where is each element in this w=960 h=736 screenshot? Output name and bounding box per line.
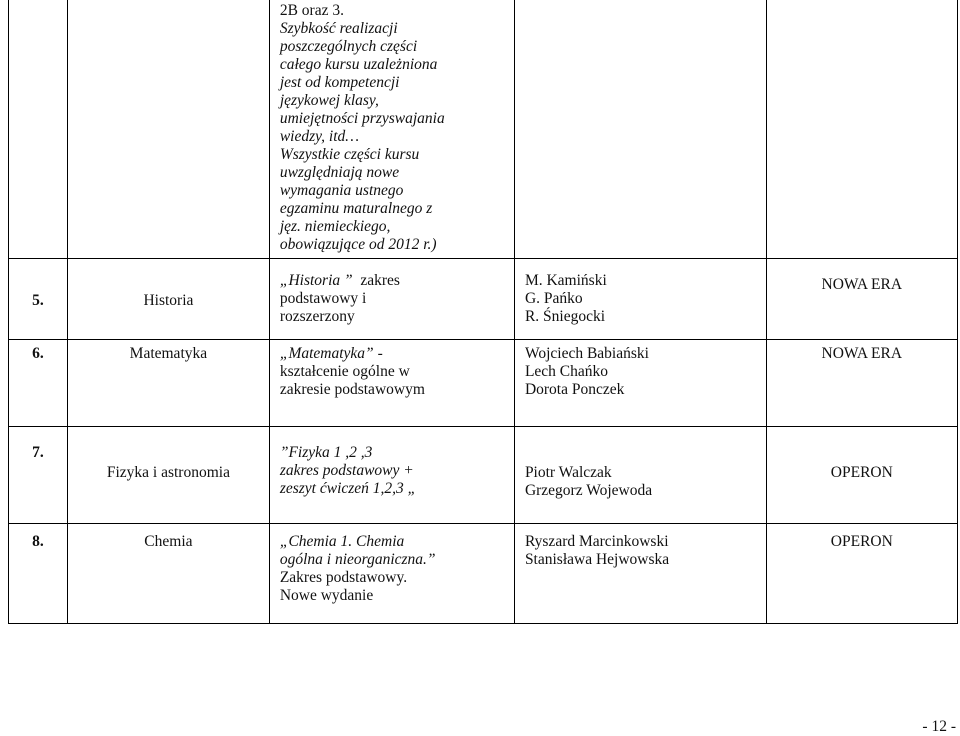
publisher-cell bbox=[766, 259, 957, 340]
authors-cell bbox=[514, 427, 766, 524]
title-line: uwzględniają nowe bbox=[279, 164, 400, 181]
subject-cell bbox=[67, 259, 269, 340]
subject-cell bbox=[67, 524, 269, 624]
table-row bbox=[9, 259, 958, 340]
title-line: Zakres podstawowy. bbox=[279, 569, 408, 586]
author-name: G. Pańko bbox=[524, 290, 583, 307]
author-name: Dorota Ponczek bbox=[524, 381, 625, 398]
page-number: - 12 - bbox=[922, 718, 956, 735]
title-line: rozszerzony bbox=[279, 308, 355, 325]
subject-cell bbox=[67, 427, 269, 524]
title-line: językowej klasy, bbox=[279, 92, 379, 109]
title-line: jest od kompetencji bbox=[279, 74, 400, 91]
subject-name: Historia bbox=[143, 292, 194, 309]
title-line: poszczególnych części bbox=[279, 38, 418, 55]
table-row bbox=[9, 0, 958, 259]
subject-name: Matematyka bbox=[129, 345, 208, 362]
table-row bbox=[9, 340, 958, 427]
title-line: jęz. niemieckiego, bbox=[279, 218, 391, 235]
subject-name: Fizyka i astronomia bbox=[106, 464, 230, 481]
author-name: Ryszard Marcinkowski bbox=[524, 533, 669, 550]
title-text: - bbox=[373, 345, 383, 362]
title-text: „Historia ” bbox=[279, 272, 353, 289]
row-number: 8. bbox=[32, 533, 44, 550]
title-line: 2B oraz 3. bbox=[279, 2, 344, 19]
author-name: Piotr Walczak bbox=[524, 464, 612, 481]
title-line: zakresie podstawowym bbox=[279, 381, 425, 398]
authors-cell bbox=[514, 0, 766, 259]
title-text: zakres bbox=[352, 272, 400, 289]
author-name: Stanisława Hejwowska bbox=[524, 551, 670, 568]
title-line: podstawowy i bbox=[279, 290, 367, 307]
publisher-name: OPERON bbox=[830, 464, 893, 481]
title-line: „Chemia 1. Chemia bbox=[279, 533, 405, 550]
title-line: całego kursu uzależniona bbox=[279, 56, 438, 73]
title-cell bbox=[269, 259, 514, 340]
row-number: 5. bbox=[32, 292, 44, 309]
subject-name: Chemia bbox=[144, 533, 193, 550]
publisher-name: OPERON bbox=[830, 533, 893, 550]
authors-cell bbox=[514, 259, 766, 340]
author-name: Lech Chańko bbox=[524, 363, 609, 380]
title-line: ogólna i nieorganiczna.” bbox=[279, 551, 436, 568]
authors-cell bbox=[514, 340, 766, 427]
title-cell bbox=[269, 0, 514, 259]
title-line: wiedzy, itd… bbox=[279, 128, 360, 145]
title-cell bbox=[269, 340, 514, 427]
row-number: 6. bbox=[32, 345, 44, 362]
title-line: Wszystkie części kursu bbox=[279, 146, 420, 163]
number-cell bbox=[9, 0, 68, 259]
title-line: Nowe wydanie bbox=[279, 587, 374, 604]
publisher-name: NOWA ERA bbox=[821, 345, 903, 362]
publisher-cell bbox=[766, 340, 957, 427]
subject-cell bbox=[67, 0, 269, 259]
table-row bbox=[9, 524, 958, 624]
authors-cell bbox=[514, 524, 766, 624]
number-cell bbox=[9, 524, 68, 624]
author-name: R. Śniegocki bbox=[524, 308, 606, 325]
author-name: Wojciech Babiański bbox=[524, 345, 649, 362]
title-line: egzaminu maturalnego z bbox=[279, 200, 433, 217]
publisher-cell bbox=[766, 0, 957, 259]
number-cell bbox=[9, 259, 68, 340]
title-line: obowiązujące od 2012 r.) bbox=[279, 236, 437, 253]
title-line: Szybkość realizacji bbox=[279, 20, 398, 37]
number-cell bbox=[9, 427, 68, 524]
publisher-cell bbox=[766, 524, 957, 624]
title-line: ”Fizyka 1 ,2 ,3 bbox=[279, 444, 373, 461]
title-text: „Matematyka” bbox=[279, 345, 374, 362]
title-line: kształcenie ogólne w bbox=[279, 363, 410, 380]
publisher-cell bbox=[766, 427, 957, 524]
publisher-name: NOWA ERA bbox=[821, 276, 903, 293]
number-cell bbox=[9, 340, 68, 427]
textbook-table bbox=[8, 0, 958, 624]
title-line: wymagania ustnego bbox=[279, 182, 404, 199]
title-line: zeszyt ćwiczeń 1,2,3 „ bbox=[279, 480, 417, 497]
row-number: 7. bbox=[32, 444, 44, 461]
title-cell bbox=[269, 524, 514, 624]
table-row bbox=[9, 427, 958, 524]
title-cell bbox=[269, 427, 514, 524]
subject-cell bbox=[67, 340, 269, 427]
title-line: zakres podstawowy + bbox=[279, 462, 414, 479]
author-name: Grzegorz Wojewoda bbox=[524, 482, 653, 499]
title-line: umiejętności przyswajania bbox=[279, 110, 445, 127]
author-name: M. Kamiński bbox=[524, 272, 607, 289]
